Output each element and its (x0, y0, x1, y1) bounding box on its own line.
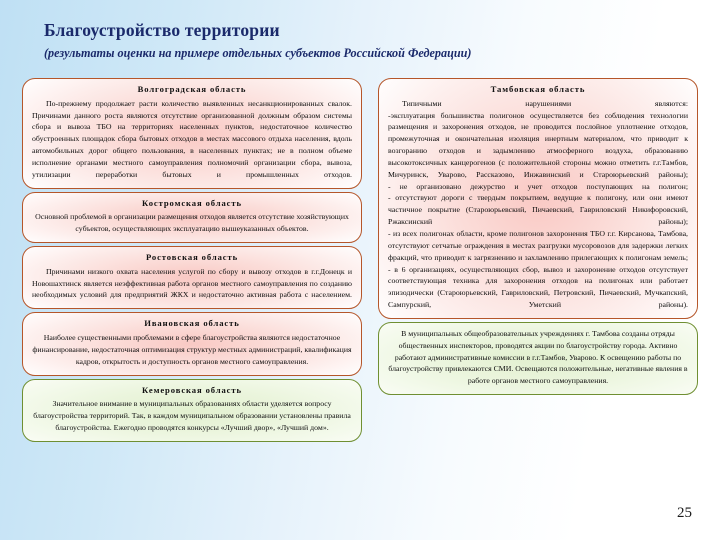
callout-body: Причинами низкого охвата населения услугой по сбору и вывозу отходов в г.г.Донецк и Новошахтинск является неэффективная работа органов местного самоуправления по созданию необходимых условий для предприятий ЖКХ и недостаточно активная работа с населением. (32, 266, 352, 300)
callout-tambov-schools (378, 322, 698, 395)
callout-paragraph: Типичными нарушениями являются: (402, 98, 688, 108)
callout-kemerovo (22, 379, 362, 442)
callout-title: Тамбовская область (490, 84, 586, 94)
callout-rostov (22, 246, 362, 309)
page-number: 25 (677, 505, 692, 521)
left-column (22, 78, 362, 445)
right-column (378, 78, 698, 398)
callout-tambov (378, 78, 698, 319)
page-title: Благоустройство территории (44, 20, 280, 40)
callout-body: Значительное внимание в муниципальных образованиях области уделяется вопросу благоустройства территорий. Так, в каждом муниципальном образовании установлены правила благоустройства. Ежегодно проводятся конкурсы «Лучший двор», «Лучший дом». (33, 399, 351, 433)
callout-paragraph: - в 6 организациях, осуществляющих сбор, вывоз и захоронение отходов отсутствует соответствующая техника для захоронения отходов на полигонах или работает эпизодически (Староюрьевский, Гавриловский, Петровский, Пичаевский, Мучкапский, Сампурский, Уметский районы). (388, 264, 688, 310)
callout-title: Ростовская область (145, 252, 239, 263)
callout-paragraph: - из всех полигонах области, кроме полигонов захоронения ТБО г.г. Кирсанова, Тамбова, отсутствуют сетчатые ограждения в местах разгрузки мусоровозов для задержки легких фракций, что приводит к загрязнению и захламлению прилегающих к полигонам земель; (388, 229, 688, 262)
callout-ivanovo (22, 312, 362, 375)
callout-kostroma (22, 192, 362, 243)
callout-body: Основной проблемой в организации размещения отходов является отсутствие хозяйствующих субъектов, осуществляющих эксплуатацию вышеуказанных объектов. (35, 212, 349, 234)
callout-volgograd (22, 78, 362, 189)
callout-paragraph: -эксплуатация большинства полигонов осуществляется без соблюдения технологии размещения и захоронения отходов, не проводится послойное уплотнение отходов, промежуточная и окончательная изоляция инертным материалом, что приводит к возгоранию отходов и задымлению атмосферного воздуха, образованию высокотоксичных канцерогенов (с положительной стороны можно отметить г.г.Тамбов, Мичуринск, Уварово, Рассказово, Инжавинский и Староюрьевский районы); (388, 110, 688, 179)
callout-paragraph: - отсутствуют дороги с твердым покрытием, ведущие к полигону, или они имеют частичное покрытие (Староюрьевский, Пичаевский, Гавриловский Никифоровский, Ржаксинский районы); (388, 193, 688, 227)
callout-body: Наиболее существенными проблемами в сфере благоустройства являются недостаточное финансирование, недостаточная оптимизация структур местных администраций, квалификация кадров, открытость и доступность органов местного самоуправления. (32, 333, 352, 366)
callout-body: В муниципальных общеобразовательных учреждениях г. Тамбова созданы отряды общественных инспекторов, проводятся акции по благоустройству города. Активно работают административные комиссии в г.г.Тамбов, Уварово. К освещению работы по благоустройству привлекаются СМИ. Освещаются положительные, негативные явления в работе органов местного самоуправления. (388, 328, 688, 386)
callout-paragraph: - не организовано дежурство и учет отходов поступающих на полигон; (388, 181, 688, 191)
callout-title: Волгоградская область (137, 84, 247, 94)
page-subtitle: (результаты оценки на примере отдельных субъектов Российской Федерации) (44, 46, 472, 61)
callout-title: Кемеровская область (142, 384, 242, 395)
callout-body: По-прежнему продолжает расти количество выявленных несанкционированных свалок. Причинами данного роста являются отсутствие организованной должным образом системы сбора и вывоза ТБО на территориях населенных пунктов, недостаточное количество обустроенных площадок сбора бытовых отходов в местах массового отдыха населения, вдоль автомобильных дорог общего пользования, в населенных пунктах; не в полном объеме исполнение органами местного самоуправления полномочий организации сбора, вывоза, утилизации переработки бытовых и промышленных отходов. (32, 98, 352, 179)
title-block (44, 20, 684, 60)
callout-title: Ивановская область (144, 318, 240, 329)
callout-body (388, 98, 688, 311)
callout-title: Костромская область (142, 197, 242, 208)
